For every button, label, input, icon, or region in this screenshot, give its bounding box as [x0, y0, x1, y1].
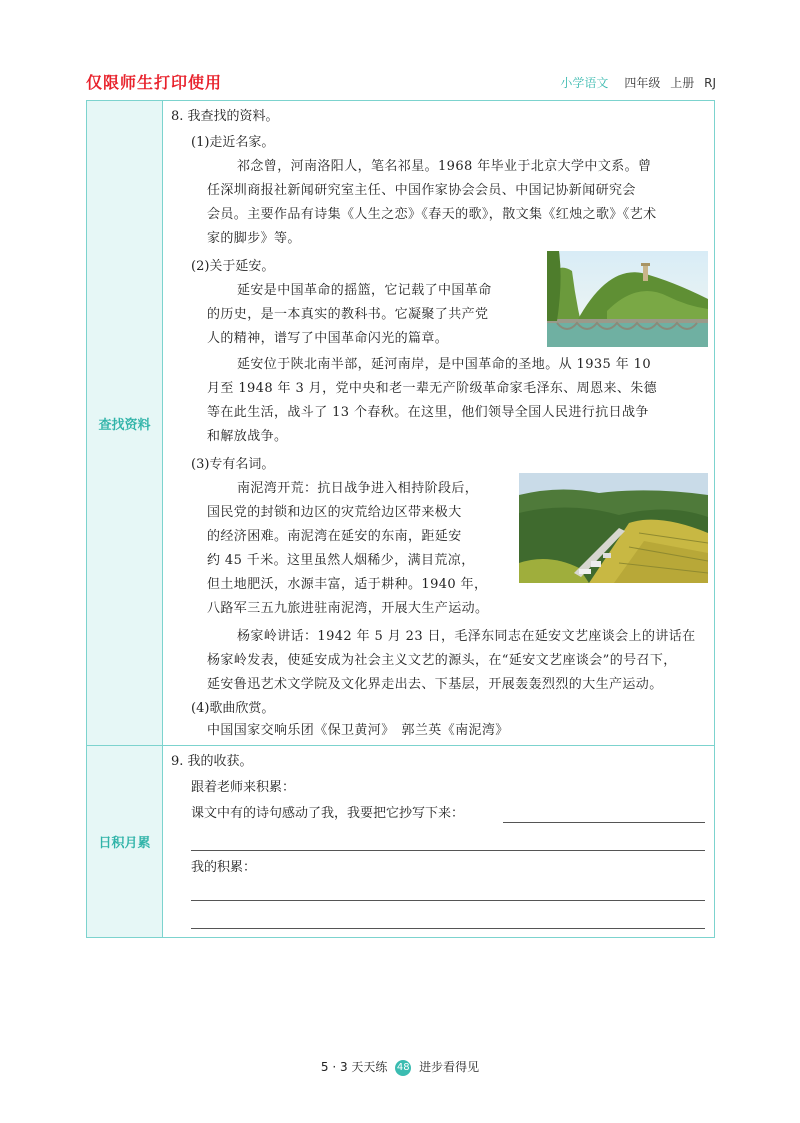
print-notice: 仅限师生打印使用 [86, 73, 223, 92]
paragraph-line: 月至 1948 年 3 月，党中央和老一辈无产阶级革命家毛泽东、周恩来、朱德 [207, 381, 658, 396]
section-label-accumulate: 日积月累 [87, 746, 163, 937]
section-find-materials [87, 101, 714, 746]
page-footer [0, 1058, 800, 1076]
question-8-title: 8. 我查找的资料。 [171, 109, 279, 124]
paragraph-line: 延安位于陕北南半部，延河南岸，是中国革命的圣地。从 1935 年 10 [237, 357, 652, 372]
part-3-title: (3)专有名词。 [191, 457, 275, 472]
section-content-accumulate [163, 746, 714, 937]
part-4-title: (4)歌曲欣赏。 [191, 701, 275, 716]
my-accumulation-prompt: 我的积累： [191, 860, 257, 875]
paragraph-line: 人的精神，谱写了中国革命闪光的篇章。 [207, 331, 449, 346]
song-line: 中国国家交响乐团《保卫黄河》 郭兰英《南泥湾》 [207, 723, 509, 738]
volume-label: 上册 [670, 76, 695, 90]
section-label-find: 查找资料 [87, 101, 163, 745]
answer-line[interactable] [503, 822, 705, 823]
paragraph-line: 约 45 千米。这里虽然人烟稀少，满目荒凉， [207, 553, 475, 568]
answer-line[interactable] [191, 928, 705, 929]
copy-poem-prompt: 课文中有的诗句感动了我，我要把它抄写下来： [191, 806, 465, 821]
question-9-title: 9. 我的收获。 [171, 754, 253, 769]
paragraph-line: 延安鲁迅艺术文学院及文化界走出去、下基层，开展轰轰烈烈的大生产运动。 [207, 677, 663, 692]
part-1-title: (1)走近名家。 [191, 135, 275, 150]
footer-brand: 5 · 3 天天练 [320, 1060, 388, 1074]
paragraph-line: 和解放战争。 [207, 429, 288, 444]
answer-line[interactable] [191, 850, 705, 851]
paragraph-line: 任深圳商报社新闻研究室主任、中国作家协会会员、中国记协新闻研究会 [207, 183, 636, 198]
paragraph-line: 家的脚步》等。 [207, 231, 301, 246]
edition-label: RJ [704, 76, 716, 90]
answer-line[interactable] [191, 900, 705, 901]
paragraph-line: 的历史，是一本真实的教科书。它凝聚了共产党 [207, 307, 489, 322]
paragraph-line: 等在此生活，战斗了 13 个春秋。在这里，他们领导全国人民进行抗日战争 [207, 405, 649, 420]
paragraph-line: 杨家岭讲话：1942 年 5 月 23 日，毛泽东同志在延安文艺座谈会上的讲话在 [237, 629, 696, 644]
footer-slogan: 进步看得见 [419, 1060, 480, 1074]
paragraph-line: 八路军三五九旅进驻南泥湾，开展大生产运动。 [207, 601, 489, 616]
paragraph-line: 但土地肥沃，水源丰富，适于耕种。1940 年， [207, 577, 488, 592]
paragraph-line: 会员。主要作品有诗集《人生之恋》《春天的歌》，散文集《红烛之歌》《艺术 [207, 207, 657, 222]
paragraph-line: 国民党的封锁和边区的灾荒给边区带来极大 [207, 505, 462, 520]
grade-label: 四年级 [624, 76, 661, 90]
subject-label: 小学语文 [560, 76, 609, 90]
paragraph-line: 南泥湾开荒：抗日战争进入相持阶段后， [237, 481, 479, 496]
page-number: 48 [395, 1060, 411, 1076]
worksheet-table [86, 100, 715, 938]
paragraph-line: 延安是中国革命的摇篮，它记载了中国革命 [237, 283, 492, 298]
section-content-find [163, 101, 714, 745]
part-2-title: (2)关于延安。 [191, 259, 275, 274]
paragraph-line: 杨家岭发表，使延安成为社会主义文艺的源头，在“延安文艺座谈会”的号召下， [207, 653, 677, 668]
paragraph-line: 祁念曾，河南洛阳人，笔名祁星。1968 年毕业于北京大学中文系。曾 [237, 159, 652, 174]
book-info [554, 74, 716, 91]
nanniwan-valley-photo [519, 473, 708, 583]
paragraph-line: 的经济困难。南泥湾在延安的东南，距延安 [207, 529, 462, 544]
follow-teacher-line: 跟着老师来积累： [191, 780, 296, 795]
section-daily-accumulation [87, 746, 714, 937]
yanan-pagoda-photo [547, 251, 708, 347]
